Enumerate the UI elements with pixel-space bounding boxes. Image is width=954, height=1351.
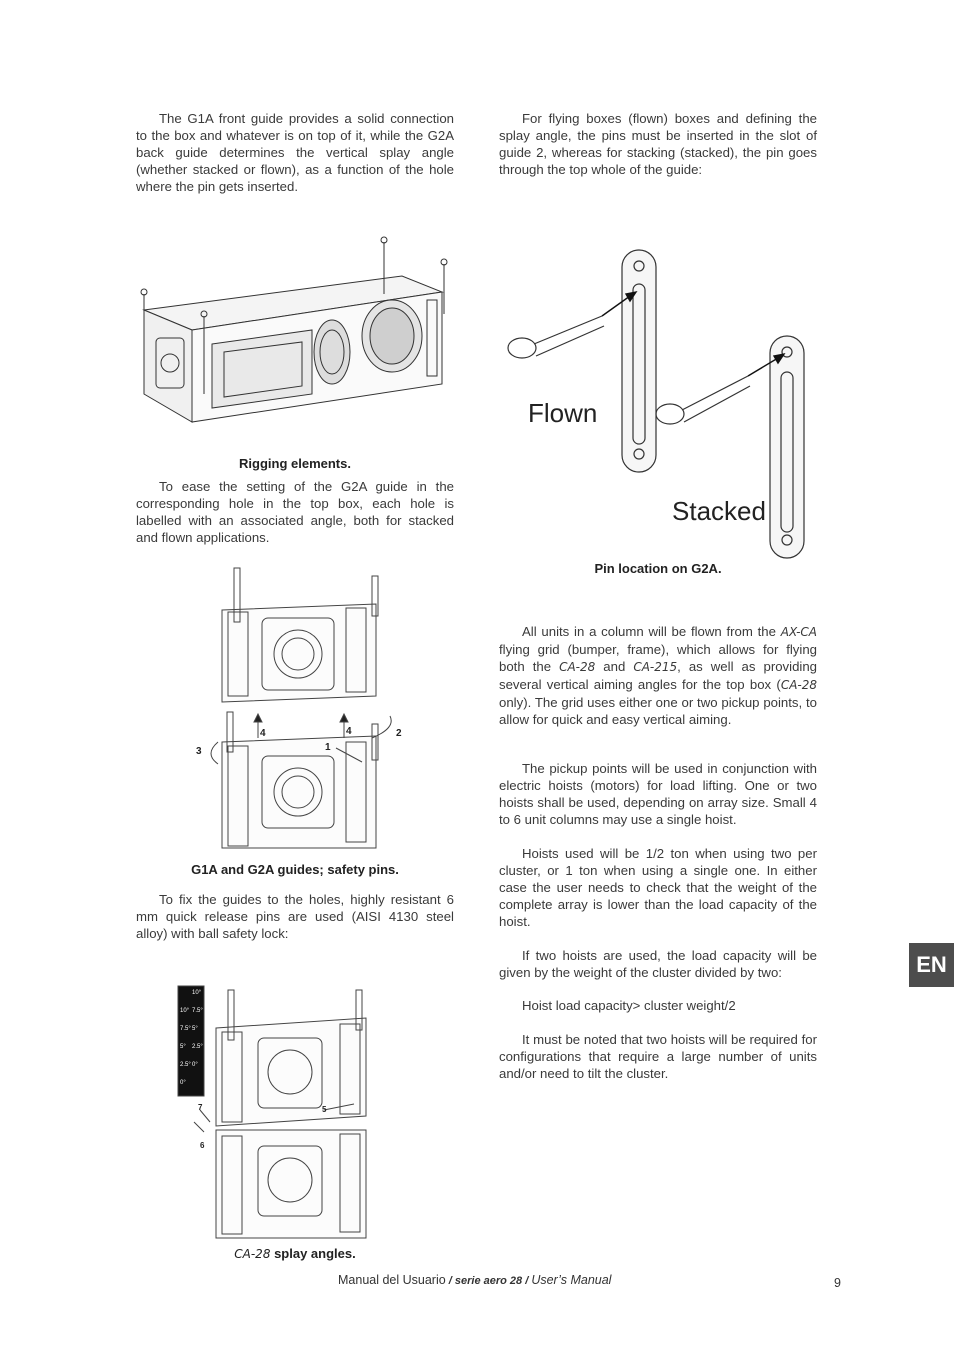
p2-text-c: and — [595, 659, 634, 674]
tilt-note-paragraph: It must be noted that two hoists will be required for configurations that require a large number of units and/or need to tilt the cluster. — [499, 1032, 817, 1081]
p2-model-ca28: CA-28 — [559, 660, 596, 674]
angle-left-0: 10° — [180, 1008, 190, 1014]
angle-right-3: 2.5° — [192, 1044, 203, 1050]
angle-left-1: 7.5° — [180, 1026, 191, 1032]
footer-manual-es: Manual del Usuario — [338, 1273, 446, 1287]
p2-text-e: only). The grid uses either one or two pickup points, to allow for quick and easy vertical aiming. — [499, 695, 817, 727]
footer-series: / serie aero 28 / — [445, 1275, 532, 1287]
guide-label-3: 3 — [196, 746, 202, 757]
guides-figure — [196, 566, 416, 852]
two-hoists-paragraph: If two hoists are used, the load capacity will be given by the weight of the cluster divided by two: — [499, 948, 817, 980]
page-number: 9 — [834, 1276, 841, 1290]
splay-label-5: 5 — [322, 1105, 327, 1114]
p2-model-ca28-b: CA-28 — [780, 678, 817, 692]
caption-guides: G1A and G2A guides; safety pins. — [191, 862, 399, 877]
rigging-elements-figure — [132, 234, 462, 434]
caption-rigging-elements: Rigging elements. — [239, 456, 351, 471]
angle-left-2: 5° — [180, 1044, 186, 1050]
guide-label-2: 2 — [396, 728, 402, 739]
intro-paragraph: The G1A front guide provides a solid connection to the box and whatever is on top of it, while the G2A back guide determines the vertical splay angle (whether stacked or flown), as a function of the hole where the pin gets inserted. — [136, 111, 454, 194]
caption-splay-text: splay angles. — [270, 1246, 356, 1261]
p2-text-d: , as well as providing several vertical aiming angles for the top box ( — [499, 659, 817, 692]
splay-label-6: 6 — [200, 1141, 205, 1150]
angle-labels-paragraph: To ease the setting of the G2A guide in the corresponding hole in the top box, each hole is labelled with an associated angle, both for stacked and flown applications. — [136, 479, 454, 545]
hoist-formula: Hoist load capacity> cluster weight/2 — [522, 998, 736, 1013]
angle-right-1: 7.5° — [192, 1008, 203, 1014]
p2-text-a: All units in a column will be flown from the — [522, 624, 781, 639]
caption-pin-location: Pin location on G2A. — [594, 561, 722, 576]
flown-label: Flown — [528, 398, 598, 428]
stacked-label: Stacked — [672, 496, 766, 526]
footer — [338, 1273, 611, 1287]
pickup-points-paragraph: The pickup points will be used in conjunction with electric hoists (motors) for load lifting. One or two hoists shall be used, depending on array size. Small 4 to 6 unit columns may use a single hoist. — [499, 761, 817, 827]
flown-stacked-paragraph: For flying boxes (flown) boxes and defining the splay angle, the pins must be inserted in the slot of guide 2, whereas for stacking (stacked), the pin goes through the top whole of the guide: — [499, 111, 817, 177]
hoists-paragraph: Hoists used will be 1/2 ton when using two per cluster, or 1 ton when using a single one. In either case the user needs to check that the weight of the complete array is lower than the load capacity of the hoist. — [499, 846, 817, 929]
guide-label-4b: 4 — [346, 726, 352, 737]
splay-label-7: 7 — [198, 1103, 203, 1112]
guide-label-1: 1 — [325, 742, 331, 753]
p2-model-ca215: CA-215 — [633, 660, 678, 674]
angle-left-4: 0° — [180, 1080, 186, 1086]
flying-grid-paragraph — [499, 623, 817, 728]
guide-label-4a: 4 — [260, 728, 266, 739]
language-tab-en: EN — [909, 943, 954, 987]
p2-text-b: flying grid (bumper, frame), which allows for flying both the — [499, 642, 817, 674]
splay-angles-figure — [176, 984, 376, 1244]
pin-location-figure — [498, 244, 828, 564]
caption-splay-angles — [136, 1246, 454, 1261]
footer-manual-en: User’s Manual — [531, 1273, 612, 1287]
angle-right-2: 5° — [192, 1026, 198, 1032]
pins-paragraph: To fix the guides to the holes, highly resistant 6 mm quick release pins are used (AISI 4130 steel alloy) with ball safety lock: — [136, 892, 454, 941]
p2-model-ax-ca: AX-CA — [780, 625, 817, 639]
angle-right-4: 0° — [192, 1062, 198, 1068]
caption-splay-model: CA-28 — [234, 1247, 271, 1261]
angle-left-3: 2.5° — [180, 1062, 191, 1068]
angle-right-0: 10° — [192, 990, 202, 996]
